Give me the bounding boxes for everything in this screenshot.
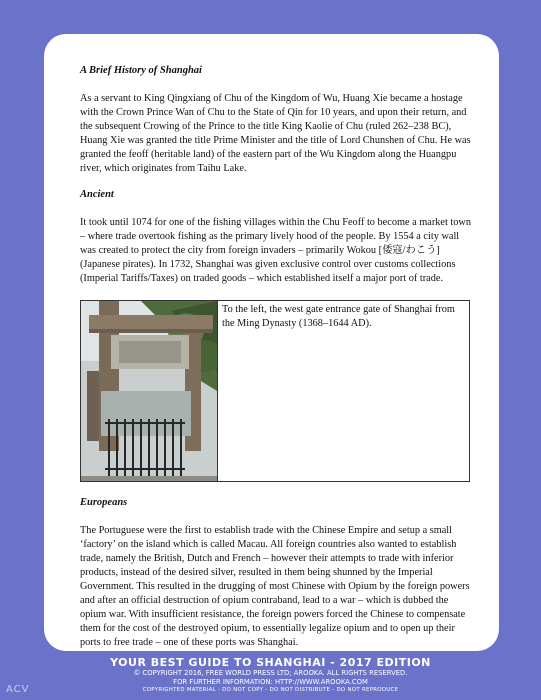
figure-table bbox=[80, 300, 470, 482]
west-gate-photo bbox=[81, 301, 217, 481]
article-title: A Brief History of Shanghai bbox=[80, 65, 202, 76]
europeans-heading: Europeans bbox=[80, 497, 128, 508]
figure-caption: To the left, the west gate entrance gate of Shanghai from the Ming Dynasty (1368–1644 AD). bbox=[218, 301, 470, 482]
article-content bbox=[80, 64, 472, 650]
footer-info-link: FOR FURTHER INFORMATION: HTTP://WWW.AROOKA.COM bbox=[173, 677, 368, 686]
document-page bbox=[44, 34, 499, 651]
ancient-paragraph: It took until 1074 for one of the fishing villages within the Chu Feoff to become a market town – where trade overtook fishing as the primary lively hood of the people. By 1554 a city wall was created to protect the city from foreign invaders – primarily Wokou [倭寇/わこう] (Japanese pirates). In 1732, Shanghai was given exclusive control over customs collections (Imperial Tariffs/Taxes) on traded goods – which established itself a major port of trade. bbox=[80, 217, 472, 284]
europeans-paragraph: The Portuguese were the first to establish trade with the Chinese Empire and setup a small ‘factory’ on the island which is called Macau. All foreign countries also wanted to establish trade, namely the British, Dutch and French – however their attempts to trade with inferior products, instead of the desired silver, resulted in them being shunned by the Imperial Government. This resulted in the drugging of most Chinese with Opium by the foreign powers and after an official destruction of opium contraband, lead to a war – which is dubbed the opium war. With insufficient resistance, the foreign powers forced the Chinese to compensate them for the cost of the destroyed opium, to essentially legalize opium and to open up their ports to free trade – one of these ports was Shanghai. bbox=[80, 525, 470, 648]
ancient-heading: Ancient bbox=[80, 189, 114, 200]
page-footer bbox=[0, 656, 541, 694]
photo-cell bbox=[81, 301, 218, 482]
intro-paragraph: As a servant to King Qingxiang of Chu of the Kingdom of Wu, Huang Xie became a hostage with the Crown Prince Wan of Chu to the State of Qin for 10 years, and upon their return, and the subsequent Crowing of the Prince to the title King Kaolie of Chu (ruled 262–238 BC), Huang Xie was granted the title Prime Minister and the title of Lord Chunshen of Chu. He was granted the feoff (heritable land) of the eastern part of the Wu Kingdom along the Huangpu river, which originates from Taihu Lake. bbox=[80, 93, 471, 174]
watermark-text: ACV bbox=[6, 684, 30, 695]
footer-copyright: © COPYRIGHT 2016, FREE WORLD PRESS LTD; AROOKA. ALL RIGHTS RESERVED. bbox=[133, 669, 408, 677]
footer-notice: COPYRIGHTED MATERIAL - DO NOT COPY - DO NOT DISTRIBUTE - DO NOT REPRODUCE bbox=[142, 687, 399, 693]
footer-title: YOUR BEST GUIDE TO SHANGHAI - 2017 EDITION bbox=[110, 656, 431, 669]
